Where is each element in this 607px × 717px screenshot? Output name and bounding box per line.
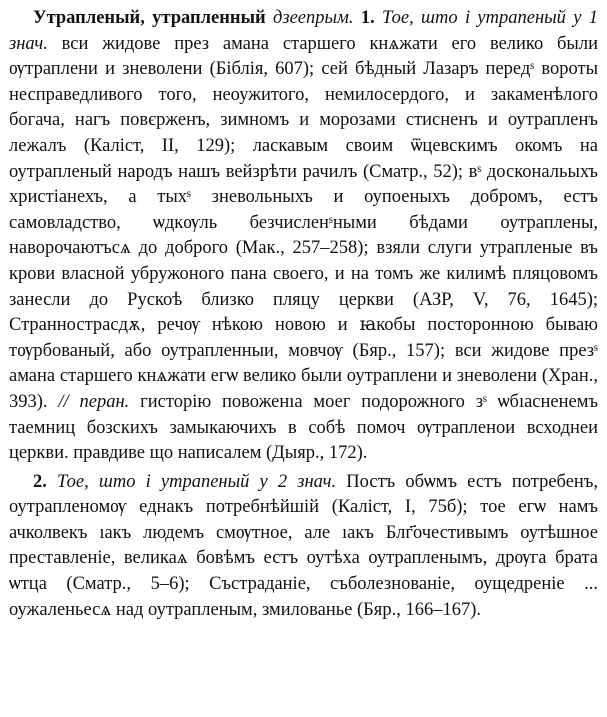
sense-1-citations: вси жидове през амана старшего кнѧжати его велико были ѹтраплени и зневолени (Біблія, 607); сей бѣдный Лазаръ передˢ вороты несправедливого того, неоужитого, немилосердого, и закаменѣлого богача, нагъ повєрженъ, зимномъ и морозами стисненъ и оутрапленъ лежалъ (Каліст, II, 129); ласкавым своим ѿцевскимъ окомъ на оутрапленый народъ нашъ вейзрѣти рачилъ (Сматр., 52); вˢ доскональыхъ христіанехъ, а тыхˢ зневольныхъ и оупоеныхъ добромъ, естъ самовладство, ѡдкѹль безчисленˢными бѣдами оутраплены, наворочаютъсѧ до доброго (Мак., 257–258); взяли слуги утрапленые въ крови власной убружоного пана своего, и на томъ же килимѣ пляцовомъ занесли до Рускоѣ близко пляцу церкви (АЗР, V, 76, 1645); Страннострасдѫ, речѹ нѣкою новою и ꙗкобы посторонною бываю тѹрбованый, або оутрапленныи, мовчѹ (Бяр., 157); вси жидове презˢ амана старшего кнѧжати егѡ велико были оутраплени и зневолени (Хран., 393). <box>9 33 598 412</box>
sense-1-number: 1. <box>360 8 375 28</box>
sense-2-number: 2. <box>33 471 47 492</box>
sense-1-figurative-citation: гисторію повоженıа моег подорожного зˢ ѡбıасненемъ таемниц бозскихъ замыкаючихъ в собѣ помоч ѹтрапленои всходнеи церкви. правдиве що написалем (Дыяр., 172). <box>9 391 599 464</box>
part-of-speech: дзеепрым. <box>273 8 354 28</box>
sense-2-definition: Тое, што і утрапеный у 2 знач. <box>57 471 337 492</box>
sense-2-paragraph <box>9 470 598 624</box>
sense-1-paragraph <box>9 6 598 467</box>
sense-1-definition: Тое, што і утрапеный у 1 знач. <box>9 8 599 54</box>
figurative-mark: // перан. <box>58 391 130 412</box>
sense-2-citations: Постъ обѡмъ естъ потребенъ, оутрапленомѹ еднакъ потребнѣйшій (Каліст, I, 75б); тое егѡ намъ ачколвекъ ıакъ людемъ смѹтное, але ıакъ Блг҃очестивымъ оутѣшное преставленіе, великаѧ бовѣмъ естъ оутѣха оутрапленымъ, дрѹга брата ѡтца (Сматр., 5–6); Състраданіе, съболезнованіе, оущедреніе ... оужаленьесѧ над оутрапленым, змилованье (Бяр., 166–167). <box>9 471 599 620</box>
headword: Утрапленый, утрапленный <box>33 8 266 28</box>
